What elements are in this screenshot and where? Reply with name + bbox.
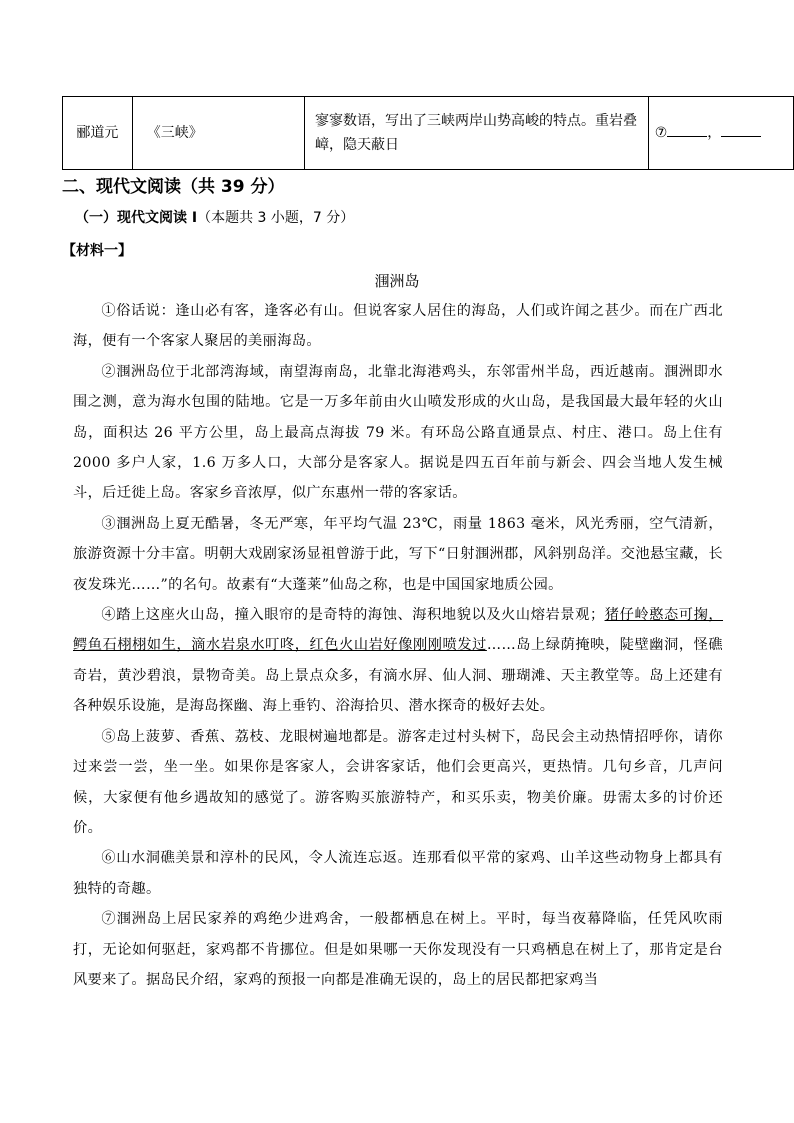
answer-cell: [648, 97, 793, 170]
content-cell: 寥寥数语，写出了三峡两岸山势高峻的特点。重岩叠嶂，隐天蔽日: [304, 97, 648, 170]
paragraph-7: ⑦涠洲岛上居民家养的鸡绝少进鸡舍，一般都栖息在树上。平时，每当夜幕降临，任凭风吹雨打，无论如何驱赶，家鸡都不肯挪位。但是如果哪一天你发现没有一只鸡栖息在树上了，那肯定是台风要来了。据岛民介绍，家鸡的预报一向都是准确无误的，岛上的居民都把家鸡当: [73, 911, 723, 988]
article-title: 涠洲岛: [374, 272, 420, 290]
subsection-label: （一）现代文阅读 I: [75, 210, 198, 226]
info-table: [62, 96, 794, 170]
paragraph-4-end: ……岛上绿荫掩映，陡壁幽洞，怪礁奇岩，黄沙碧浪，景物奇美。岛上景点众多，有滴水屏、仙人洞、珊瑚滩、天主教堂等。岛上还建有各种娱乐设施，是海岛探幽、海上垂钓、浴海拾贝、潜水探奇的极好去处。: [73, 637, 724, 715]
table-row: [63, 97, 794, 170]
work-cell: 《三峡》: [132, 97, 304, 170]
material-label: 【材料一】: [62, 243, 132, 259]
paragraph-4: [73, 600, 723, 722]
section-heading: 二、现代文阅读（共 39 分）: [62, 177, 285, 197]
subsection-heading: [75, 207, 354, 227]
answer-blank-1[interactable]: [667, 122, 707, 137]
answer-number: ⑦: [654, 125, 668, 141]
paragraph-1: ①俗话说：逢山必有客，逢客必有山。但说客家人居住的海岛，人们或许闻之甚少。而在广西北海，便有一个客家人聚居的美丽海岛。: [73, 303, 723, 350]
article-body: [73, 296, 723, 995]
answer-blank-2[interactable]: [721, 122, 761, 137]
author-cell: 郦道元: [63, 97, 133, 170]
paragraph-5: ⑤岛上菠萝、香蕉、荔枝、龙眼树遍地都是。游客走过村头树下，岛民会主动热情招呼你，请你过来尝一尝，坐一坐。如果你是客家人，会讲客家话，他们会更高兴，更热情。几句乡音，几声问候，大家便有他乡遇故知的感觉了。游客购买旅游特产，和买乐卖，物美价廉。毋需太多的讨价还价。: [73, 728, 723, 836]
underlined-sentence: 猪仔岭憨态可掬，鳄鱼石栩栩如生，滴水岩泉水叮咚，红色火山岩好像刚刚喷发过: [73, 607, 724, 654]
paragraph-6: ⑥山水洞礁美景和淳朴的民风，令人流连忘返。连那看似平常的家鸡、山羊这些动物身上都具有独特的奇趣。: [73, 850, 723, 897]
paragraph-3: ③涠洲岛上夏无酷暑，冬无严寒，年平均气温 23℃，雨量 1863 毫米，风光秀丽，空气清新，旅游资源十分丰富。明朝大戏剧家汤显祖曾游于此，写下“日射涠洲郡，风斜别岛洋。交池悬宝藏，长夜发珠光……”的名句。故素有“大蓬莱”仙岛之称，也是中国国家地质公园。: [73, 515, 723, 593]
paragraph-2: ②涠洲岛位于北部湾海域，南望海南岛，北靠北海港鸡头，东邻雷州半岛，西近越南。涠洲即水围之测，意为海水包围的陆地。它是一万多年前由火山喷发形成的火山岛，是我国最大最年轻的火山岛，面积达 26 平方公里，岛上最高点海拔 79 米。有环岛公路直通景点、村庄、港口。岛上住有 2000 多户人家，1.6 万多人口，大部分是客家人。据说是四五百年前与新会、四会当地人发生械斗，后迁徙上岛。客家乡音浓厚，似广东惠州一带的客家话。: [73, 363, 723, 502]
answer-separator: ，: [707, 125, 722, 141]
paragraph-4-start: ④踏上这座火山岛，撞入眼帘的是奇特的海蚀、海积地貌以及火山熔岩景观；: [101, 607, 605, 624]
subsection-note: （本题共 3 小题，7 分）: [197, 210, 355, 226]
